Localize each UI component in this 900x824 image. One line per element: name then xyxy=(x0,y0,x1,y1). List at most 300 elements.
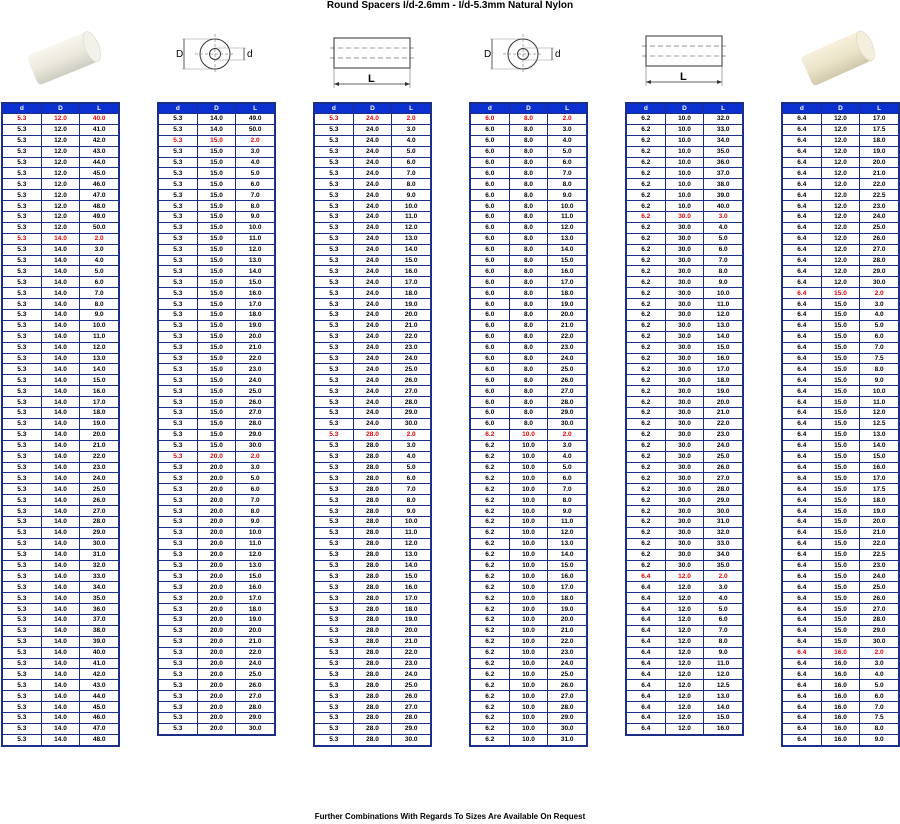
table-cell: 26.0 xyxy=(392,375,431,386)
table-cell: 20.0 xyxy=(197,560,236,571)
table-cell: 12.0 xyxy=(821,266,860,277)
table-row xyxy=(471,179,587,190)
table-row xyxy=(471,723,587,734)
table-cell: 14.0 xyxy=(41,680,80,691)
table-row xyxy=(783,506,899,517)
table-header-row xyxy=(159,104,275,114)
table-cell: 14.0 xyxy=(41,506,80,517)
table-cell: 5.0 xyxy=(548,462,587,473)
table-cell: 28.0 xyxy=(353,462,392,473)
table-row xyxy=(471,702,587,713)
table-cell: 3.0 xyxy=(236,146,275,157)
table-cell: 24.0 xyxy=(353,386,392,397)
table-cell: 6.0 xyxy=(471,386,510,397)
table-cell: 14.0 xyxy=(860,440,899,451)
table-cell: 6.4 xyxy=(783,429,822,440)
table-cell: 12.0 xyxy=(821,190,860,201)
table-cell: 6.0 xyxy=(471,222,510,233)
table-cell: 3.0 xyxy=(392,440,431,451)
table-cell: 15.0 xyxy=(704,712,743,723)
table-cell: 5.3 xyxy=(3,212,42,223)
table-row xyxy=(627,157,743,168)
table-row xyxy=(3,560,119,571)
table-row xyxy=(159,146,275,157)
table-cell: 37.0 xyxy=(80,614,119,625)
table-cell: 5.3 xyxy=(159,331,198,342)
table-row xyxy=(3,114,119,125)
table-cell: 30.0 xyxy=(665,538,704,549)
table-row xyxy=(3,212,119,223)
table-row xyxy=(315,451,431,462)
table-row xyxy=(471,734,587,745)
front-view-diagram xyxy=(170,16,265,98)
table-cell: 15.0 xyxy=(821,364,860,375)
table-cell: 42.0 xyxy=(80,135,119,146)
table-cell: 15.0 xyxy=(197,190,236,201)
table-cell: 15.0 xyxy=(236,277,275,288)
table-row xyxy=(159,440,275,451)
table-cell: 23.0 xyxy=(704,429,743,440)
size-table-grid xyxy=(782,103,899,746)
table-cell: 6.0 xyxy=(548,473,587,484)
table-cell: 5.3 xyxy=(315,212,354,223)
table-cell: 6.0 xyxy=(471,190,510,201)
table-cell: 13.0 xyxy=(236,560,275,571)
column-header: L xyxy=(236,104,275,114)
table-cell: 5.3 xyxy=(159,625,198,636)
table-cell: 5.3 xyxy=(159,168,198,179)
table-cell: 16.0 xyxy=(392,266,431,277)
table-cell: 15.0 xyxy=(197,429,236,440)
table-cell: 5.3 xyxy=(159,146,198,157)
table-cell: 14.0 xyxy=(41,712,80,723)
table-cell: 15.0 xyxy=(197,222,236,233)
table-cell: 20.0 xyxy=(197,571,236,582)
table-row xyxy=(783,408,899,419)
table-cell: 24.0 xyxy=(353,233,392,244)
table-cell: 5.3 xyxy=(315,527,354,538)
table-cell: 5.3 xyxy=(159,342,198,353)
table-cell: 20.0 xyxy=(548,310,587,321)
table-cell: 14.0 xyxy=(41,527,80,538)
table-cell: 11.0 xyxy=(704,299,743,310)
table-cell: 7.0 xyxy=(392,484,431,495)
table-cell: 7.0 xyxy=(548,484,587,495)
table-row xyxy=(3,146,119,157)
table-cell: 6.2 xyxy=(627,233,666,244)
table-row xyxy=(783,440,899,451)
table-row xyxy=(159,495,275,506)
table-cell: 24.0 xyxy=(353,408,392,419)
table-cell: 6.0 xyxy=(471,212,510,223)
table-cell: 15.0 xyxy=(821,625,860,636)
table-row xyxy=(3,571,119,582)
table-cell: 26.0 xyxy=(80,495,119,506)
table-cell: 5.3 xyxy=(159,320,198,331)
table-cell: 14.0 xyxy=(41,549,80,560)
table-row xyxy=(315,342,431,353)
table-row xyxy=(159,614,275,625)
table-row xyxy=(471,669,587,680)
table-cell: 9.0 xyxy=(236,212,275,223)
table-row xyxy=(3,516,119,527)
table-cell: 6.4 xyxy=(783,462,822,473)
table-cell: 20.0 xyxy=(392,625,431,636)
table-cell: 30.0 xyxy=(665,331,704,342)
table-cell: 24.0 xyxy=(353,212,392,223)
table-cell: 24.0 xyxy=(236,658,275,669)
table-cell: 5.3 xyxy=(3,375,42,386)
table-cell: 5.3 xyxy=(315,440,354,451)
table-cell: 20.0 xyxy=(197,506,236,517)
table-cell: 15.0 xyxy=(821,614,860,625)
table-cell: 39.0 xyxy=(704,190,743,201)
table-cell: 6.4 xyxy=(627,571,666,582)
table-cell: 28.0 xyxy=(353,571,392,582)
table-cell: 38.0 xyxy=(80,625,119,636)
table-cell: 6.2 xyxy=(627,135,666,146)
table-row xyxy=(471,506,587,517)
table-cell: 8.0 xyxy=(509,375,548,386)
table-cell: 5.3 xyxy=(315,723,354,734)
table-cell: 6.2 xyxy=(627,462,666,473)
table-cell: 15.0 xyxy=(821,473,860,484)
table-row xyxy=(315,364,431,375)
table-cell: 22.0 xyxy=(704,418,743,429)
table-row xyxy=(783,680,899,691)
table-cell: 28.0 xyxy=(353,538,392,549)
table-row xyxy=(159,168,275,179)
table-cell: 31.0 xyxy=(80,549,119,560)
table-row xyxy=(315,157,431,168)
table-cell: 14.0 xyxy=(41,353,80,364)
table-cell: 3.0 xyxy=(392,124,431,135)
table-row xyxy=(159,418,275,429)
table-cell: 11.0 xyxy=(860,397,899,408)
table-cell: 15.0 xyxy=(821,288,860,299)
size-table xyxy=(625,102,744,736)
table-cell: 29.0 xyxy=(80,527,119,538)
table-cell: 24.0 xyxy=(704,440,743,451)
table-cell: 15.0 xyxy=(704,342,743,353)
table-cell: 30.0 xyxy=(665,222,704,233)
table-cell: 16.0 xyxy=(704,723,743,734)
table-cell: 44.0 xyxy=(80,157,119,168)
table-cell: 12.0 xyxy=(41,168,80,179)
table-cell: 2.0 xyxy=(860,288,899,299)
table-cell: 10.0 xyxy=(665,114,704,125)
size-table xyxy=(781,102,900,747)
table-cell: 13.0 xyxy=(392,549,431,560)
table-cell: 5.3 xyxy=(3,397,42,408)
table-cell: 10.0 xyxy=(704,288,743,299)
table-cell: 6.0 xyxy=(471,157,510,168)
table-cell: 30.0 xyxy=(665,277,704,288)
table-cell: 30.0 xyxy=(665,255,704,266)
table-cell: 8.0 xyxy=(509,124,548,135)
table-cell: 9.0 xyxy=(548,506,587,517)
table-cell: 5.3 xyxy=(159,397,198,408)
table-cell: 6.0 xyxy=(471,418,510,429)
table-row xyxy=(159,647,275,658)
table-row xyxy=(783,702,899,713)
table-cell: 6.4 xyxy=(783,560,822,571)
table-cell: 10.0 xyxy=(665,124,704,135)
table-cell: 21.0 xyxy=(704,408,743,419)
table-cell: 30.0 xyxy=(665,299,704,310)
table-row xyxy=(627,560,743,571)
table-cell: 14.0 xyxy=(41,331,80,342)
table-row xyxy=(471,647,587,658)
table-cell: 6.0 xyxy=(471,408,510,419)
table-cell: 23.0 xyxy=(548,342,587,353)
table-row xyxy=(783,397,899,408)
table-cell: 10.0 xyxy=(665,201,704,212)
table-cell: 44.0 xyxy=(80,691,119,702)
table-cell: 13.0 xyxy=(392,233,431,244)
table-row xyxy=(159,462,275,473)
table-cell: 15.0 xyxy=(197,277,236,288)
table-cell: 5.3 xyxy=(315,190,354,201)
table-row xyxy=(627,702,743,713)
table-cell: 6.2 xyxy=(627,560,666,571)
table-cell: 2.0 xyxy=(80,233,119,244)
table-cell: 31.0 xyxy=(704,516,743,527)
table-row xyxy=(159,397,275,408)
table-row xyxy=(783,658,899,669)
table-cell: 29.0 xyxy=(236,712,275,723)
table-cell: 28.0 xyxy=(353,451,392,462)
table-cell: 5.3 xyxy=(3,680,42,691)
table-cell: 5.3 xyxy=(315,397,354,408)
table-cell: 5.3 xyxy=(159,604,198,615)
table-row xyxy=(471,571,587,582)
table-cell: 30.0 xyxy=(665,527,704,538)
table-cell: 10.0 xyxy=(509,462,548,473)
column-header: D xyxy=(665,104,704,114)
table-row xyxy=(471,549,587,560)
table-cell: 17.0 xyxy=(392,277,431,288)
table-row xyxy=(627,712,743,723)
table-cell: 5.3 xyxy=(3,560,42,571)
table-cell: 5.3 xyxy=(315,506,354,517)
table-cell: 5.3 xyxy=(315,691,354,702)
table-cell: 14.0 xyxy=(41,408,80,419)
table-row xyxy=(159,114,275,125)
table-cell: 5.3 xyxy=(159,244,198,255)
table-row xyxy=(159,212,275,223)
table-cell: 6.4 xyxy=(783,484,822,495)
table-cell: 8.0 xyxy=(704,636,743,647)
table-row xyxy=(627,516,743,527)
table-cell: 5.3 xyxy=(3,342,42,353)
table-row xyxy=(3,636,119,647)
table-row xyxy=(3,723,119,734)
table-cell: 3.0 xyxy=(548,124,587,135)
table-cell: 6.4 xyxy=(783,712,822,723)
table-cell: 30.0 xyxy=(665,364,704,375)
table-cell: 6.2 xyxy=(471,647,510,658)
table-cell: 24.0 xyxy=(353,331,392,342)
table-cell: 30.0 xyxy=(665,495,704,506)
table-row xyxy=(627,658,743,669)
table-cell: 18.0 xyxy=(80,408,119,419)
table-row xyxy=(783,201,899,212)
table-row xyxy=(471,201,587,212)
table-row xyxy=(471,582,587,593)
table-row xyxy=(315,212,431,223)
table-cell: 6.2 xyxy=(627,408,666,419)
table-row xyxy=(783,135,899,146)
table-cell: 12.0 xyxy=(821,233,860,244)
table-cell: 28.0 xyxy=(392,712,431,723)
table-cell: 5.3 xyxy=(315,451,354,462)
table-row xyxy=(471,114,587,125)
table-cell: 5.3 xyxy=(315,516,354,527)
table-cell: 5.3 xyxy=(315,277,354,288)
table-row xyxy=(783,342,899,353)
table-cell: 10.0 xyxy=(665,157,704,168)
table-row xyxy=(159,157,275,168)
table-row xyxy=(783,495,899,506)
table-cell: 6.4 xyxy=(783,397,822,408)
table-cell: 12.0 xyxy=(821,179,860,190)
table-row xyxy=(315,429,431,440)
table-cell: 8.0 xyxy=(236,201,275,212)
table-cell: 14.0 xyxy=(41,375,80,386)
table-row xyxy=(783,114,899,125)
table-row xyxy=(315,571,431,582)
table-cell: 24.0 xyxy=(353,375,392,386)
table-cell: 9.0 xyxy=(236,516,275,527)
table-row xyxy=(783,625,899,636)
table-cell: 15.0 xyxy=(821,310,860,321)
table-cell: 6.4 xyxy=(627,712,666,723)
table-cell: 12.0 xyxy=(821,135,860,146)
table-cell: 6.4 xyxy=(783,680,822,691)
table-row xyxy=(315,375,431,386)
table-row xyxy=(783,124,899,135)
table-cell: 5.3 xyxy=(3,723,42,734)
table-row xyxy=(783,712,899,723)
table-cell: 24.0 xyxy=(353,135,392,146)
table-cell: 5.3 xyxy=(159,712,198,723)
table-cell: 8.0 xyxy=(509,418,548,429)
table-cell: 23.0 xyxy=(236,364,275,375)
table-cell: 15.0 xyxy=(197,397,236,408)
table-cell: 14.0 xyxy=(41,440,80,451)
table-cell: 27.0 xyxy=(860,604,899,615)
table-row xyxy=(3,408,119,419)
table-cell: 5.3 xyxy=(315,636,354,647)
table-row xyxy=(627,299,743,310)
table-cell: 5.3 xyxy=(3,484,42,495)
table-cell: 14.0 xyxy=(41,484,80,495)
table-cell: 38.0 xyxy=(704,179,743,190)
table-cell: 15.0 xyxy=(197,201,236,212)
table-cell: 10.0 xyxy=(509,604,548,615)
table-cell: 28.0 xyxy=(353,516,392,527)
table-cell: 27.0 xyxy=(392,702,431,713)
table-row xyxy=(627,233,743,244)
table-cell: 5.3 xyxy=(159,462,198,473)
size-table-grid xyxy=(626,103,743,735)
table-row xyxy=(471,168,587,179)
table-cell: 14.0 xyxy=(41,244,80,255)
table-cell: 6.2 xyxy=(471,604,510,615)
table-cell: 10.0 xyxy=(509,451,548,462)
table-cell: 8.0 xyxy=(548,495,587,506)
table-cell: 6.4 xyxy=(783,364,822,375)
table-row xyxy=(627,680,743,691)
table-cell: 45.0 xyxy=(80,168,119,179)
table-cell: 20.0 xyxy=(197,636,236,647)
table-cell: 11.0 xyxy=(548,516,587,527)
table-row xyxy=(627,473,743,484)
table-cell: 24.0 xyxy=(353,397,392,408)
table-cell: 5.3 xyxy=(159,647,198,658)
front-view-diagram-2 xyxy=(478,16,573,98)
table-cell: 20.0 xyxy=(197,516,236,527)
table-cell: 40.0 xyxy=(704,201,743,212)
table-cell: 5.3 xyxy=(159,124,198,135)
table-cell: 14.0 xyxy=(41,288,80,299)
table-cell: 43.0 xyxy=(80,680,119,691)
table-cell: 24.0 xyxy=(392,353,431,364)
table-cell: 5.3 xyxy=(3,495,42,506)
table-cell: 10.0 xyxy=(509,702,548,713)
table-cell: 5.3 xyxy=(3,331,42,342)
table-row xyxy=(3,658,119,669)
table-cell: 21.0 xyxy=(548,320,587,331)
table-cell: 12.0 xyxy=(821,146,860,157)
table-cell: 6.0 xyxy=(471,364,510,375)
table-cell: 14.0 xyxy=(41,310,80,321)
table-cell: 12.0 xyxy=(392,222,431,233)
table-cell: 7.0 xyxy=(236,190,275,201)
table-cell: 19.0 xyxy=(392,299,431,310)
table-row xyxy=(315,593,431,604)
spacer-photo-icon-2 xyxy=(788,16,888,98)
table-cell: 14.0 xyxy=(41,734,80,745)
table-cell: 13.0 xyxy=(548,233,587,244)
table-cell: 5.3 xyxy=(3,244,42,255)
table-cell: 6.0 xyxy=(704,614,743,625)
column-header: d xyxy=(315,104,354,114)
table-cell: 13.0 xyxy=(236,255,275,266)
table-cell: 12.0 xyxy=(236,244,275,255)
table-cell: 20.0 xyxy=(197,647,236,658)
table-cell: 12.0 xyxy=(821,255,860,266)
table-cell: 18.0 xyxy=(392,288,431,299)
table-row xyxy=(471,222,587,233)
column-header: L xyxy=(704,104,743,114)
table-cell: 47.0 xyxy=(80,723,119,734)
table-cell: 5.3 xyxy=(315,734,354,745)
table-row xyxy=(315,691,431,702)
table-cell: 6.0 xyxy=(471,397,510,408)
table-cell: 2.0 xyxy=(236,135,275,146)
table-cell: 8.0 xyxy=(509,179,548,190)
bore-label: d xyxy=(247,49,253,60)
table-row xyxy=(783,538,899,549)
table-cell: 6.4 xyxy=(783,723,822,734)
table-cell: 20.0 xyxy=(197,593,236,604)
table-row xyxy=(471,473,587,484)
table-cell: 21.0 xyxy=(80,440,119,451)
table-row xyxy=(315,614,431,625)
table-row xyxy=(3,135,119,146)
